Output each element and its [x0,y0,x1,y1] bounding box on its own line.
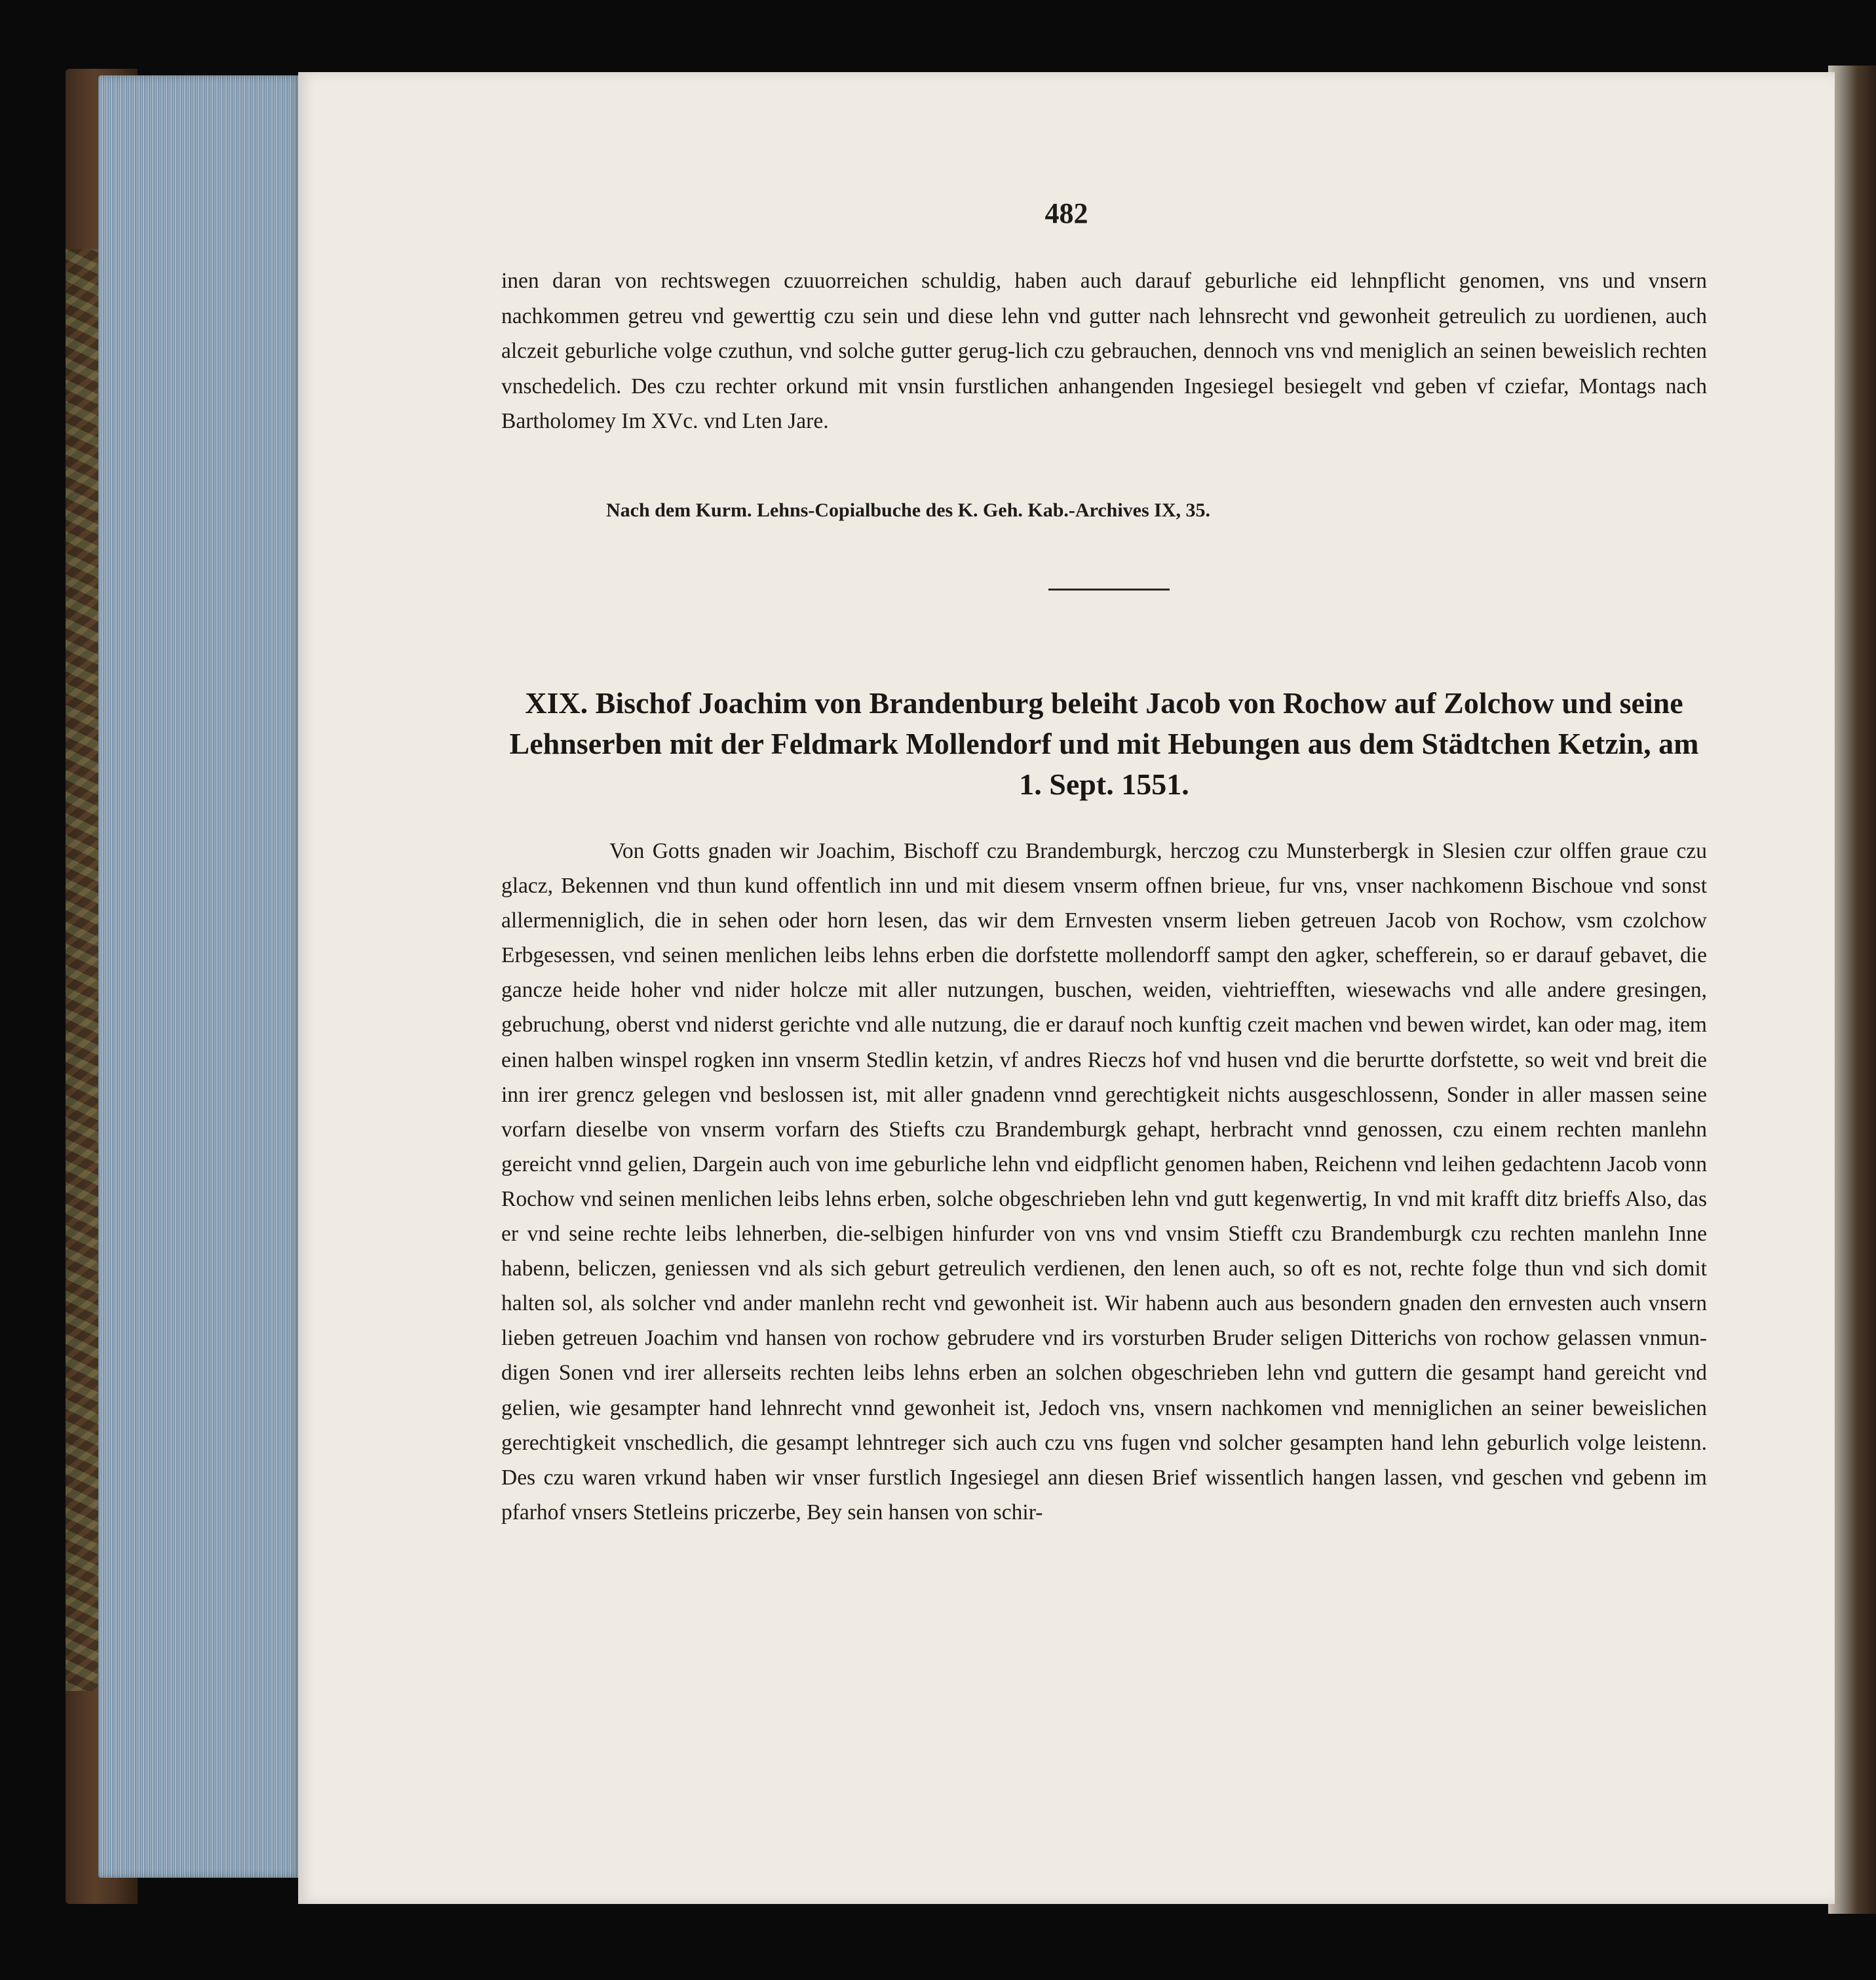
page-edges-stack [98,75,301,1878]
page-number: 482 [1044,197,1088,229]
section-divider [1048,589,1170,591]
book-cover-right [1828,66,1876,1914]
main-paragraph: Von Gotts gnaden wir Joachim, Bischoff czu Brandemburgk, herczog czu Munsterbergk in Slesien czur olffen graue czu glacz, Bekennen vnd thun kund offentlich inn und mit diesem vnserm offnen brieue, fur vns, vnser nachkomenn Bischoue vnd sonst allermenniglich, die in sehen oder horn lesen, das wir dem Ernvesten vnserm lieben getreuen Jacob von Rochow, vsm czolchow Erbgesessen, vnd seinen menlichen leibs lehns erben die dorfstette mollendorff sampt den agker, schefferein, so er darauf gebavet, die gancze heide hoher vnd nider holcze mit aller nutzungen, buschen, weiden, viehtriefften, wiesewachs vnd alle andere gresingen, gebruchung, oberst vnd niderst gerichte vnd alle nutzung, die er darauf noch kunftig czeit machen vnd bewen wirdet, kan oder mag, item einen halben winspel rogken inn vnserm Stedlin ketzin, vf andres Rieczs hof vnd husen vnd die berurtte dorfstette, so weit vnd breit die inn irer grencz gelegen vnd beslossen ist, mit aller gnadenn vnnd gerechtigkeit nichts ausgeschlossenn, Sonder in aller massen seine vorfarn dieselbe von vnserm vorfarn des Stiefts czu Brandemburgk gehapt, herbracht vnnd genossen, czu einem rechten manlehn gereicht vnnd gelien, Dargein auch von ime geburliche lehn vnd eidpflicht genomen haben, Reichenn vnd leihen gedachtenn Jacob vonn Rochow vnd seinen menlichen leibs lehns erben, solche obgeschrieben lehn vnd gutt kegenwertig, In vnd mit krafft ditz brieffs Also, das er vnd seine rechte leibs lehnerben, die-selbigen hinfurder von vns vnd vnsim Stiefft czu Brandemburgk czu rechten manlehn Inne habenn, beliczen, geniessen vnd als sich geburt getreulich verdienen, den lenen auch, so oft es not, rechte folge thun vnd sich domit halten sol, als solcher vnd ander manlehn recht vnd gewonheit ist. Wir habenn auch aus besondern gnaden den ernvesten auch vnsern lieben getreuen Joachim vnd hansen von rochow gebrudere vnd irs vorsturben Bruder seligen Ditterichs von rochow gelassen vnmun-digen Sonen vnd irer allerseits rechten leibs lehns erben an solchen obgeschrieben lehn vnd guttern die gesampt hand gereicht vnd gelien, wie gesampter hand lehnrecht vnnd gewonheit ist, Jedoch vns, vnsern nachkomen vnd menniglichen an seiner beweislichen gerechtigkeit vnschedlich, die gesampt lehntreger sich auch czu vns fugen vnd solcher gesampten hand lehn geburlich volge leistenn. Des czu waren vrkund haben wir vnser furstlich Ingesiegel ann diesen Brief wissentlich hangen lassen, vnd geschen vnd gebenn im pfarhof vnsers Stetleins priczerbe, Bey sein hansen von schir- [501,839,1707,1524]
marbled-board [66,249,102,1691]
document-title: Bischof Joachim von Brandenburg beleiht Jacob von Rochow auf Zolchow und seine Lehnserben mit der Feldmark Mollendorf und mit Hebungen aus dem Städtchen Ketzin, am 1. Sept. 1551. [509,686,1699,801]
document-heading [501,683,1707,805]
source-note: Nach dem Kurm. Lehns-Copialbuche des K. Geh. Kab.-Archives IX, 35. [606,499,1211,521]
top-paragraph: inen daran von rechtswegen czuuorreichen schuldig, haben auch darauf geburliche eid lehnpflicht genomen, vns und vnsern nachkommen getreu vnd gewerttig czu sein und diese lehn vnd gutter nach lehnsrecht vnd gewonheit getreulich zu uordienen, auch alczeit geburliche volge czuthun, vnd solche gutter gerug-lich czu gebrauchen, dennoch vns vnd meniglich an seinen beweislich rechten vnschedelich. Des czu rechter orkund mit vnsin furstlichen anhangenden Ingesiegel besiegelt vnd geben vf cziefar, Montags nach Bartholomey Im XVc. vnd Lten Jare. [501,269,1707,433]
book-page [298,72,1835,1904]
document-number: XIX. [525,686,588,720]
